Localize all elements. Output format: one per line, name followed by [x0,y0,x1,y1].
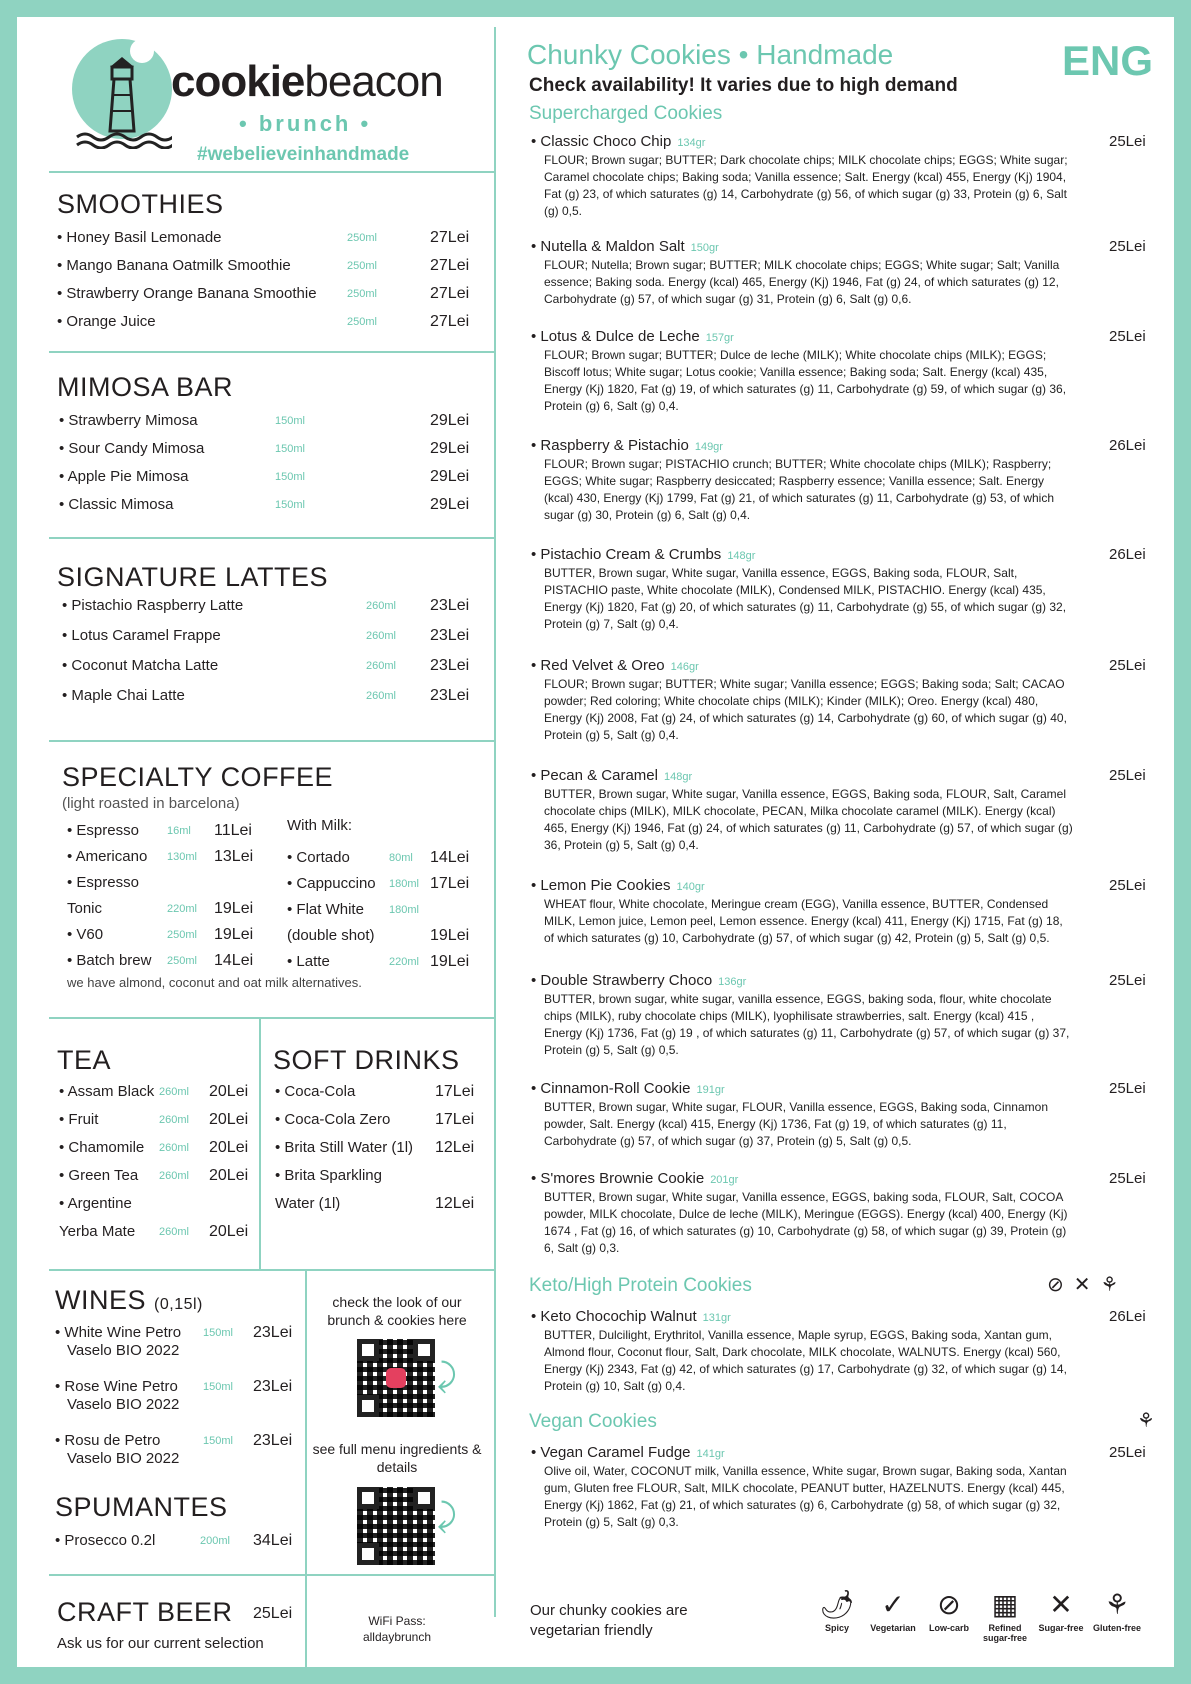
menu-item-name: Tonic [67,900,103,917]
menu-item-name: Water (1l) [275,1195,341,1212]
menu-page [17,17,1174,1667]
menu-item-volume: 260ml [366,690,396,702]
menu-item-name: • Latte [287,953,330,970]
vegetarian-note: Our chunky cookies are vegetarian friendly [530,1602,688,1639]
cookie-weight: 140gr [676,881,705,893]
instagram-icon [386,1368,406,1388]
menu-item-name: • Mango Banana Oatmilk Smoothie [57,257,291,274]
menu-item-volume: 180ml [389,904,419,916]
cookie-name: • Red Velvet & Oreo 146gr [531,657,699,674]
cookie-name: • Lemon Pie Cookies 140gr [531,877,705,894]
milk-note: we have almond, coconut and oat milk alternatives. [67,975,362,990]
menu-item-price: 34Lei [253,1532,293,1549]
diet-legend [809,1587,1145,1643]
cookie-ingredients: FLOUR; Nutella; Brown sugar; BUTTER; MILK chocolate chips; EGGS; White sugar; Salt; Vanilla essence; Baking soda. Energy (kcal) 465, Energy (Kj) 1946, Fat (g) 24, of which saturates (g) 12, Carbohydrate (g) 57, of which sugar (g) 31, Protein (g) 6, Salt (g) 0,6. [544,258,1060,306]
cookie-price: 25Lei [1109,972,1146,989]
wine-volume: 150ml [203,1435,233,1447]
with-milk-label: With Milk: [287,817,352,834]
menu-item-price: 27Lei [430,313,470,330]
divider [49,1574,494,1576]
cookie-ingredients: FLOUR; Brown sugar; BUTTER; White sugar; Vanilla essence; EGGS; Baking soda; Salt; CACAO powder; Red coloring; White chocolate chips (MILK); Kinder (MILK); Oreo. Energy (kcal) 480, Energy (Kj) 2008, Fat (g) 24, of which saturates (g) 14, Carbohydrate (g) 60, of which sugar (g) 40, Protein (g) 5, Salt (g) 0,4. [544,677,1067,742]
spumantes-title: SPUMANTES [55,1492,228,1522]
menu-item-name: • Coconut Matcha Latte [62,657,219,674]
wine-volume: 150ml [203,1327,233,1339]
cookie-price: 26Lei [1109,546,1146,563]
cookie-name: • Nutella & Maldon Salt 150gr [531,238,719,255]
menu-item-name: • Cappuccino [287,875,376,892]
brand-name: cookiebeacon [171,57,443,106]
divider [259,1019,261,1269]
brand-sub: • brunch • [239,111,372,136]
wifi-info [312,1613,482,1645]
menu-item-price: 13Lei [214,848,254,865]
menu-item-name: • Strawberry Orange Banana Smoothie [57,285,317,302]
category-vegan: Vegan Cookies [529,1411,657,1432]
craft-beer-price: 25Lei [253,1605,293,1622]
lighthouse-logo-icon [72,39,172,139]
qr-caption-menu: see full menu ingredients & details [312,1441,482,1475]
menu-item-volume: 250ml [347,260,377,272]
menu-item-price: 27Lei [430,285,470,302]
cookie-ingredients: WHEAT flour, White chocolate, Meringue cream (EGG), Vanilla essence, BUTTER, Condensed MILK, Lemon juice, Lemon peel, Lemon essence. Energy (kcal) 411, Energy (Kj) 1715, Fat (g) 18, of which saturates (g) 10, Carbohydrate (g) 57, of which sugar (g) 42, Protein (g) 5, Salt (g) 0,5. [544,897,1063,945]
spicy-icon: 🌶 [819,1589,855,1620]
cookie-name: • Pistachio Cream & Crumbs 148gr [531,546,756,563]
wines-title: WINES (0,15l) [55,1285,203,1315]
menu-item-volume: 260ml [159,1114,189,1126]
cookie-weight: 157gr [705,332,734,344]
wine-price: 23Lei [253,1378,293,1395]
cookie-name: • Lotus & Dulce de Leche 157gr [531,328,734,345]
cookie-name: • S'mores Brownie Cookie 201gr [531,1170,739,1187]
menu-item-name: • Espresso [67,822,139,839]
lattes-title: SIGNATURE LATTES [57,562,329,592]
menu-item-name: • Lotus Caramel Frappe [62,627,221,644]
menu-item-price: 23Lei [430,687,470,704]
menu-item-name: • Assam Black [59,1083,155,1100]
cookie-name: • Vegan Caramel Fudge 141gr [531,1444,725,1461]
menu-item-price: 29Lei [430,440,470,457]
menu-item-volume: 260ml [159,1086,189,1098]
menu-item-price: 14Lei [430,849,470,866]
menu-item-name: • Honey Basil Lemonade [57,229,222,246]
cookie-weight: 131gr [702,1312,731,1324]
legend-item [865,1587,921,1643]
coffee-subtitle: (light roasted in barcelona) [62,795,240,812]
refined-sugar-free-icon: ▦ [991,1589,1019,1620]
menu-item-volume: 150ml [275,471,305,483]
cookie-weight: 148gr [727,550,756,562]
menu-item-name: • Coca-Cola Zero [275,1111,391,1128]
legend-label: Vegetarian [870,1623,916,1633]
legend-item [921,1587,977,1643]
category-supercharged: Supercharged Cookies [529,103,723,124]
menu-item-volume: 260ml [366,600,396,612]
cookie-ingredients: BUTTER, Brown sugar, White sugar, Vanilla essence, EGGS, baking soda, FLOUR, Salt, COCOA powder, MILK chocolate, Dulce de leche (MILK), Meringue (EGGS). Energy (kcal) 400, Energy (Kj) 1674 , Fat (g) 16, of which saturates (g) 10, Carbohydrate (g) 58, of which sugar (g) 39, Protein (g) 6, Salt (g) 0,3. [544,1190,1068,1255]
wine-name: • Rosu de Petro [55,1432,161,1449]
menu-item-volume: 220ml [389,956,419,968]
menu-item-volume: 250ml [347,232,377,244]
gluten-free-icon: ⚘ [1137,1410,1155,1432]
wifi-label: WiFi Pass: [368,1614,426,1628]
cookie-weight: 191gr [696,1084,725,1096]
cookie-weight: 150gr [690,242,719,254]
menu-item-name: • Chamomile [59,1139,145,1156]
menu-item-volume: 150ml [275,443,305,455]
cookie-price: 25Lei [1109,1170,1146,1187]
menu-item-price: 29Lei [430,468,470,485]
menu-item-volume: 80ml [389,852,413,864]
menu-item-volume: 260ml [159,1226,189,1238]
divider [49,537,494,539]
menu-item-price: 23Lei [430,597,470,614]
menu-item-name: Yerba Mate [59,1223,136,1240]
menu-item-price: 14Lei [214,952,254,969]
menu-item-volume: 260ml [159,1170,189,1182]
menu-item-price: 11Lei [214,822,252,839]
gluten-free-icon: ⚘ [1104,1589,1130,1620]
keto-diet-icons: ⊘✕⚘ [1047,1274,1129,1296]
legend-label: Low-carb [928,1623,969,1633]
legend-item [977,1587,1033,1643]
legend-label: Sugar-free [1038,1623,1084,1633]
menu-item-price: 19Lei [214,926,254,943]
wine-price: 23Lei [253,1432,293,1449]
menu-item-volume: 16ml [167,825,191,837]
qr-caption-look: check the look of our brunch & cookies here [327,1294,467,1328]
soft-drinks-title: SOFT DRINKS [273,1045,460,1075]
menu-item-price: 20Lei [209,1223,249,1240]
menu-item-volume: 250ml [347,288,377,300]
brand-tagline: #webelieveinhandmade [197,144,410,165]
menu-item-name: • Sour Candy Mimosa [59,440,205,457]
menu-item-name: (double shot) [287,927,375,944]
menu-item-price: 19Lei [214,900,254,917]
cookie-ingredients: FLOUR; Brown sugar; BUTTER; Dark chocolate chips; MILK chocolate chips; EGGS; White sugar; Caramel chocolate chips; Baking soda; Vanilla essence; Salt. Energy (kcal) 455, Energy (Kj) 1904, Fat (g) 23, of which saturates (g) 14, Carbohydrate (g) 56, of which sugar (g) 33, Protein (g) 6, Salt (g) 0,5. [544,153,1068,218]
menu-item-volume: 200ml [200,1535,230,1547]
menu-item-volume: 180ml [389,878,419,890]
language-label[interactable]: ENG [1062,37,1154,84]
cookie-price: 25Lei [1109,1080,1146,1097]
menu-item-volume: 150ml [275,499,305,511]
menu-item-name: • Orange Juice [57,313,156,330]
cookie-ingredients: BUTTER, Brown sugar, White sugar, Vanilla essence, EGGS, Baking soda, FLOUR, Salt, PISTACHIO paste, White chocolate (MILK), Condensed MILK, PISTACHIO. Energy (kcal) 435, Energy (Kj) 1820, Fat (g) 20, of which saturates (g) 11, Carbohydrate (g) 55, of which sugar (g) 32, Protein (g) 7, Salt (g) 0,4. [544,566,1067,631]
cookie-price: 25Lei [1109,133,1146,150]
cookie-price: 26Lei [1109,1308,1146,1325]
tea-title: TEA [57,1045,112,1075]
category-keto: Keto/High Protein Cookies [529,1275,752,1296]
cookie-price: 25Lei [1109,238,1146,255]
wine-volume: 150ml [203,1381,233,1393]
cookie-ingredients: BUTTER, Brown sugar, White sugar, FLOUR, Vanilla essence, EGGS, Baking soda, Cinnamon powder, Salt. Energy (kcal) 415, Energy (Kj) 1736, Fat (g) 19, of which saturates (g) 11, Carbohydrate (g) 57, of which sugar (g) 37, Protein (g) 5, Salt (g) 0,5. [544,1100,1048,1148]
menu-item-volume: 260ml [366,660,396,672]
legend-label: Refined sugar-free [982,1623,1027,1643]
menu-item-price: 20Lei [209,1111,249,1128]
vegetarian-icon: ✓ [881,1589,905,1620]
menu-item-price: 27Lei [430,229,470,246]
cookie-name: • Double Strawberry Choco 136gr [531,972,747,989]
menu-item-volume: 250ml [167,955,197,967]
divider [49,171,494,173]
menu-item-volume: 220ml [167,903,197,915]
cookie-weight: 136gr [718,976,747,988]
menu-item-name: • Pistachio Raspberry Latte [62,597,244,614]
cookie-price: 25Lei [1109,657,1146,674]
menu-item-name: • Flat White [287,901,364,918]
wine-vintage: Vaselo BIO 2022 [67,1396,180,1413]
menu-item-volume: 250ml [167,929,197,941]
cookie-weight: 148gr [663,771,693,783]
menu-item-volume: 130ml [167,851,197,863]
menu-item-price: 20Lei [209,1083,249,1100]
sugar-free-icon: ✕ [1049,1589,1073,1620]
cookie-ingredients: FLOUR; Brown sugar; PISTACHIO crunch; BUTTER; White chocolate chips (MILK); Raspberry; EGGS; White sugar; Raspberry desiccated; Raspberry essence; Vanilla essence; Salt. Energy (kcal) 430, Energy (Kj) 1799, Fat (g) 21, of which saturates (g) 11, Carbohydrate (g) 53, of which sugar (g) 30, Protein (g) 6, Salt (g) 0,4. [544,457,1055,522]
menu-item-name: • Classic Mimosa [59,496,174,513]
menu-item-name: • Brita Sparkling [275,1167,382,1184]
menu-item-price: 29Lei [430,412,470,429]
menu-item-name: • Batch brew [67,952,152,969]
mimosa-title: MIMOSA BAR [57,372,234,402]
arrow-down-icon: ⤸ [437,1357,457,1393]
menu-item-name: • Strawberry Mimosa [59,412,198,429]
legend-label: Spicy [824,1623,849,1633]
menu-item-name: • Apple Pie Mimosa [59,468,189,485]
low-carb-icon: ⊘ [937,1589,961,1620]
cookie-ingredients: FLOUR; Brown sugar; BUTTER; Dulce de leche (MILK); White chocolate chips (MILK); EGGS; Biscoff lotus; White sugar; Lotus cookie; Vanilla essence; Baking soda; Salt. Energy (kcal) 435, Energy (Kj) 1820, Fat (g) 19, of which saturates (g) 11, Carbohydrate (g) 59, of which sugar (g) 36, Protein (g) 6, Salt (g) 0,4. [544,348,1067,413]
availability-note: Check availability! It varies due to high demand [529,75,958,96]
menu-item-name: • Maple Chai Latte [62,687,185,704]
wine-price: 23Lei [253,1324,293,1341]
menu-item-price: 17Lei [430,875,470,892]
cookie-name: • Keto Chocochip Walnut 131gr [531,1308,731,1325]
menu-item-price: 17Lei [435,1083,475,1100]
cookie-price: 25Lei [1109,767,1146,784]
cookie-price: 25Lei [1109,877,1146,894]
menu-item-price: 12Lei [435,1139,475,1156]
wine-name: • White Wine Petro [55,1324,182,1341]
menu-item-name: • Americano [67,848,148,865]
menu-item-price: 27Lei [430,257,470,274]
legend-item [809,1587,865,1643]
menu-item-name: • Brita Still Water (1l) [275,1139,414,1156]
cookie-price: 25Lei [1109,328,1146,345]
cookie-price: 26Lei [1109,437,1146,454]
legend-item [1033,1587,1089,1643]
divider [305,1271,307,1667]
cookie-ingredients: BUTTER, Brown sugar, White sugar, Vanilla essence, EGGS, Baking soda, FLOUR, Salt, Caramel chocolate chips (MILK), MILK chocolate, PECAN, Milka chocolate caramel (MILK). Energy (kcal) 465, Energy (Kj) 1946, Fat (g) 24, of which saturates (g) 11, Carbohydrate (g) 57, of which sugar (g) 36, Protein (g) 5, Salt (g) 0,4. [544,787,1073,852]
menu-item-volume: 260ml [159,1142,189,1154]
menu-item-price: 23Lei [430,657,470,674]
cookie-weight: 149gr [694,441,723,453]
cookie-name: • Raspberry & Pistachio 149gr [531,437,723,454]
legend-item [1089,1587,1145,1643]
menu-item-name: • Cortado [287,849,350,866]
menu-item-price: 29Lei [430,496,470,513]
menu-item-volume: 260ml [366,630,396,642]
wine-name: • Rose Wine Petro [55,1378,178,1395]
menu-item-price: 19Lei [430,927,470,944]
wifi-password: alldaybrunch [362,1630,432,1644]
arrow-down-icon: ⤸ [437,1497,457,1533]
craft-beer-note: Ask us for our current selection [57,1635,264,1652]
menu-item-price: 20Lei [209,1139,249,1156]
smoothies-title: SMOOTHIES [57,189,224,219]
wine-vintage: Vaselo BIO 2022 [67,1342,180,1359]
menu-item-name: • Espresso [67,874,139,891]
legend-label: Gluten-free [1092,1623,1141,1633]
cookie-ingredients: BUTTER, brown sugar, white sugar, vanilla essence, EGGS, baking soda, flour, white chocolate chips (MILK), ruby chocolate chips (MILK), lyophilisate strawberries, salt. Energy (kcal) 415 , Energy (Kj) 1736, Fat (g) 19 , of which saturates (g) 11, Carbohydrate (g) 57, of which sugar (g) 37, Protein (g) 5, Salt (g) 0,5. [544,992,1070,1057]
cookie-name: • Cinnamon-Roll Cookie 191gr [531,1080,725,1097]
menu-item-volume: 250ml [347,316,377,328]
cookie-weight: 146gr [670,661,699,673]
menu-item-price: 17Lei [435,1111,475,1128]
cookie-price: 25Lei [1109,1444,1146,1461]
divider [49,1269,494,1271]
menu-item-name: • Coca-Cola [275,1083,356,1100]
menu-item-price: 19Lei [430,953,470,970]
column-divider [494,27,496,1617]
menu-item-price: 12Lei [435,1195,475,1212]
menu-item-price: 23Lei [430,627,470,644]
cookie-ingredients: Olive oil, Water, COCONUT milk, Vanilla essence, White sugar, Brown sugar, Baking soda, Xantan gum, Gluten free FLOUR, Salt, MILK chocolate, PEANUT butter, HAZELNUTS. Energy (kcal) 445, Energy (Kj) 1862, Fat (g) 21, of which saturates (g) 6, Carbohydrate (g) 58, of which sugar (g) 32, Protein (g) 5, Salt (g) 0,3. [544,1464,1067,1529]
menu-item-name: • Prosecco 0.2l [55,1532,156,1549]
menu-item-volume: 150ml [275,415,305,427]
menu-item-name: • Green Tea [59,1167,139,1184]
cookie-name: • Classic Choco Chip 134gr [531,133,706,150]
cookie-weight: 141gr [696,1448,725,1460]
qr-code-menu[interactable] [357,1487,435,1565]
menu-item-name: • V60 [67,926,104,943]
cookies-title: Chunky Cookies • Handmade [527,39,894,70]
menu-item-price: 20Lei [209,1167,249,1184]
craft-beer-title: CRAFT BEER [57,1597,233,1627]
wine-vintage: Vaselo BIO 2022 [67,1450,180,1467]
cookie-weight: 134gr [677,137,706,149]
cookie-weight: 201gr [710,1174,739,1186]
cookie-ingredients: BUTTER, Dulcilight, Erythritol, Vanilla essence, Maple syrup, EGGS, Baking soda, Xantan gum, Almond flour, Coconut flour, Salt, Dark chocolate, MILK chocolate, WALNUTS. Energy (kcal) 560, Energy (Kj) 2343, Fat (g) 42, of which saturates (g) 17, Carbohydrate (g) 32, of which sugar (g) 14, Protein (g) 10, Salt (g) 0,4. [544,1328,1067,1393]
divider [49,351,494,353]
coffee-title: SPECIALTY COFFEE [62,762,334,792]
menu-item-name: • Fruit [59,1111,99,1128]
divider [49,1017,494,1019]
cookie-name: • Pecan & Caramel 148gr [531,767,693,784]
menu-item-name: • Argentine [59,1195,132,1212]
divider [49,740,494,742]
qr-code-instagram[interactable] [357,1339,435,1417]
